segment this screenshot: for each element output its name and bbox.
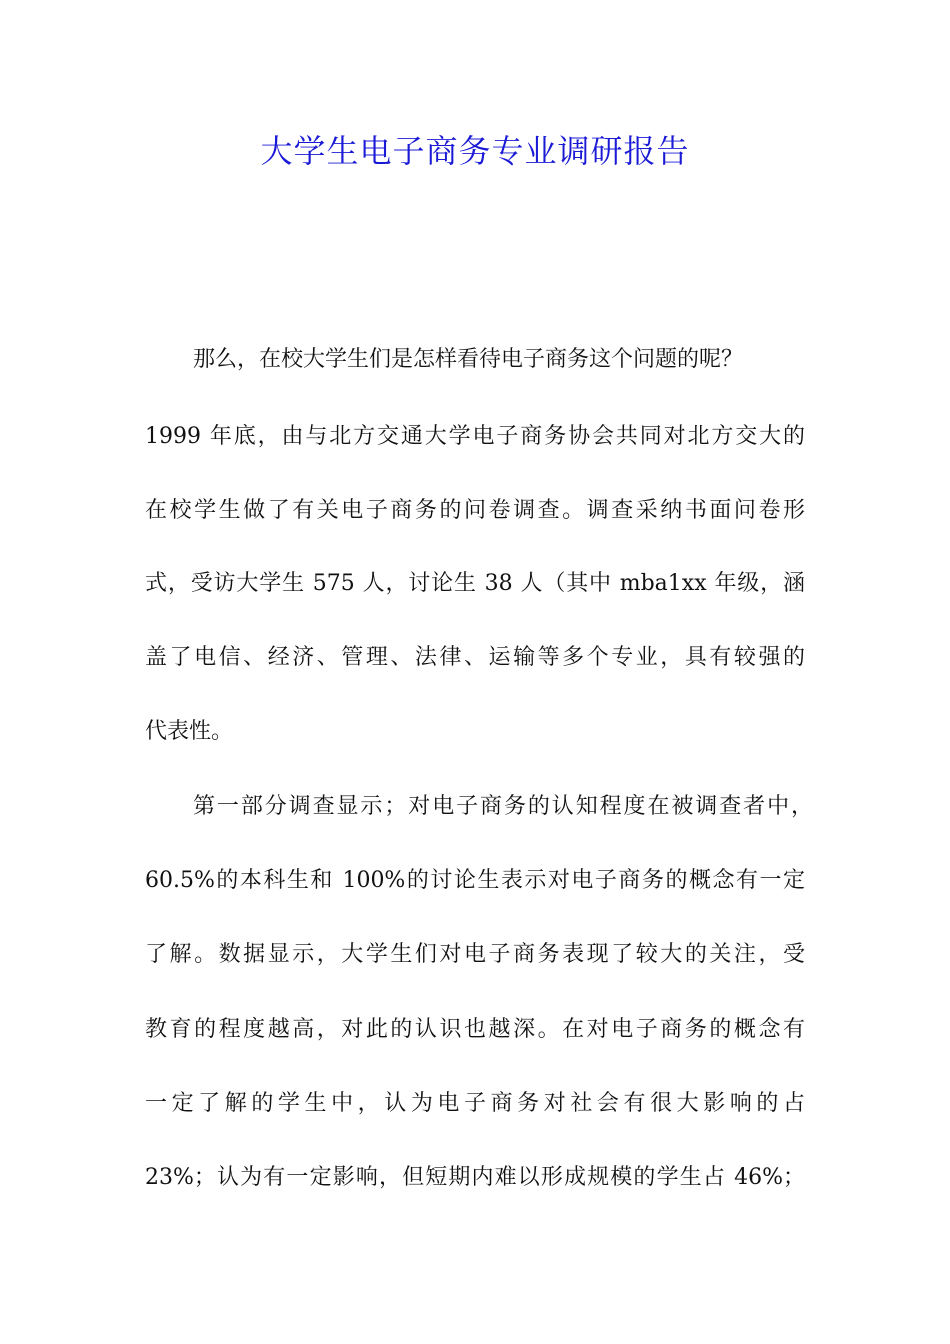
paragraph-2-line-4: 教育的程度越高，对此的认识也越深。在对电子商务的概念有 (145, 1017, 805, 1042)
paragraph-2-line-1: 第一部分调查显示；对电子商务的认知程度在被调查者中， (193, 794, 813, 819)
paragraph-1-line-5: 盖了电信、经济、管理、法律、运输等多个专业，具有较强的 (145, 645, 805, 670)
paragraph-2-line-6: 23%；认为有一定影响，但短期内难以形成规模的学生占 46%； (145, 1165, 805, 1190)
paragraph-2-line-2: 60.5%的本科生和 100%的讨论生表示对电子商务的概念有一定 (145, 868, 805, 893)
paragraph-1-line-3: 在校学生做了有关电子商务的问卷调查。调查采纳书面问卷形 (145, 498, 805, 523)
paragraph-1-line-4: 式，受访大学生 575 人，讨论生 38 人（其中 mba1xx 年级，涵 (145, 571, 805, 596)
paragraph-1-line-1: 那么，在校大学生们是怎样看待电子商务这个问题的呢？ (193, 347, 744, 372)
paragraph-1-line-2: 1999 年底，由与北方交通大学电子商务协会共同对北方交大的 (145, 424, 805, 449)
paragraph-2-line-5: 一定了解的学生中，认为电子商务对社会有很大影响的占 (145, 1091, 805, 1116)
paragraph-2-line-3: 了解。数据显示，大学生们对电子商务表现了较大的关注，受 (145, 942, 805, 967)
paragraph-1-line-6: 代表性。 (145, 719, 234, 744)
document-title: 大学生电子商务专业调研报告 (260, 132, 690, 170)
